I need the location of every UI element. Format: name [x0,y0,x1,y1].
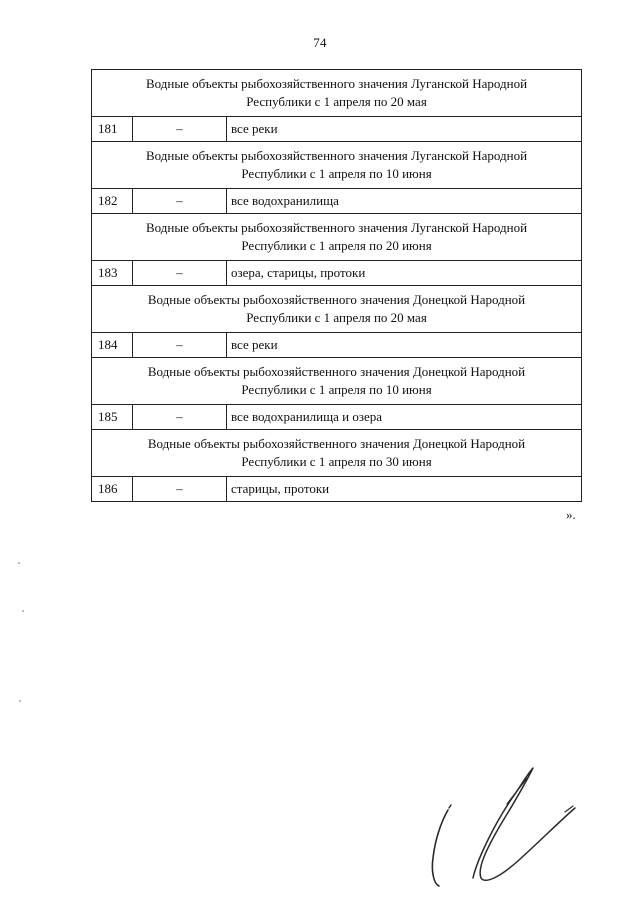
section-header-line-1: Водные объекты рыбохозяйственного значения Луганской Народной [145,148,528,163]
scan-artifact [18,562,20,564]
section-header-row [92,358,582,405]
section-header-row [92,70,582,117]
row-number: 182 [92,189,133,214]
scan-artifact [22,610,24,612]
row-dash: – [133,117,227,142]
section-header-line-1: Водные объекты рыбохозяйственного значения Луганской Народной [145,220,528,235]
row-dash: – [133,333,227,358]
row-description: все водохранилища и озера [227,405,582,430]
row-description: озера, старицы, протоки [227,261,582,286]
row-dash: – [133,477,227,502]
section-header-row [92,142,582,189]
section-header-line-2: Республики с 1 апреля по 20 июня [241,238,432,253]
section-header-line-2: Республики с 1 апреля по 10 июня [241,166,432,181]
section-header-line-2: Республики с 1 апреля по 20 мая [246,94,427,109]
table-row [92,405,582,430]
scan-artifact [19,700,21,702]
section-header-cell [92,358,582,405]
table-row [92,333,582,358]
section-header-row [92,214,582,261]
section-header-line-1: Водные объекты рыбохозяйственного значения Донецкой Народной [147,292,526,307]
section-header-row [92,286,582,333]
table-row [92,477,582,502]
row-number: 183 [92,261,133,286]
row-description: все реки [227,117,582,142]
row-number: 186 [92,477,133,502]
closing-quote-mark: ». [566,507,576,522]
row-dash: – [133,261,227,286]
section-header-line-2: Республики с 1 апреля по 10 июня [241,382,432,397]
page-number: 74 [313,35,327,50]
table-row [92,261,582,286]
section-header-line-1: Водные объекты рыбохозяйственного значения Донецкой Народной [147,364,526,379]
section-header-line-2: Республики с 1 апреля по 20 мая [246,310,427,325]
table-row [92,117,582,142]
regulations-table [91,69,582,502]
section-header-cell [92,70,582,117]
section-header-cell [92,142,582,189]
section-header-row [92,430,582,477]
row-dash: – [133,189,227,214]
row-description: все водохранилища [227,189,582,214]
section-header-cell [92,286,582,333]
section-header-line-1: Водные объекты рыбохозяйственного значения Донецкой Народной [147,436,526,451]
row-number: 185 [92,405,133,430]
row-number: 181 [92,117,133,142]
section-header-cell [92,214,582,261]
row-description: старицы, протоки [227,477,582,502]
section-header-cell [92,430,582,477]
row-description: все реки [227,333,582,358]
section-header-line-1: Водные объекты рыбохозяйственного значения Луганской Народной [145,76,528,91]
row-dash: – [133,405,227,430]
handwritten-signature-icon [415,760,585,890]
section-header-line-2: Республики с 1 апреля по 30 июня [241,454,432,469]
row-number: 184 [92,333,133,358]
table-row [92,189,582,214]
